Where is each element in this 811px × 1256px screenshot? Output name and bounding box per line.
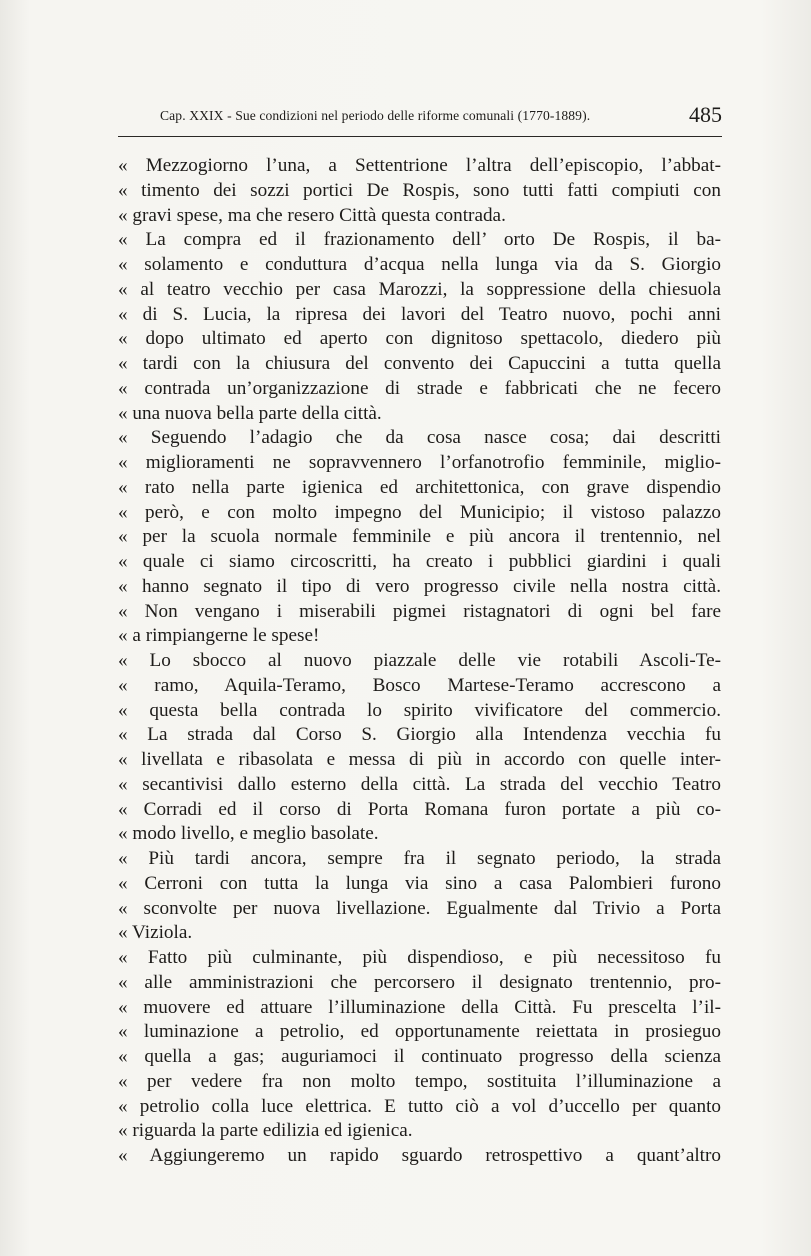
- text-line: « livellata e ribasolata e messa di più in accordo con quelle inter-: [118, 749, 721, 770]
- text-line: « solamento e conduttura d’acqua nella lunga via da S. Giorgio: [118, 254, 721, 275]
- text-line: « però, e con molto impegno del Municipio; il vistoso palazzo: [118, 501, 721, 523]
- text-line: « questa bella contrada lo spirito vivificatore del commercio.: [118, 699, 721, 721]
- text-line: « muovere ed attuare l’illuminazione della Città. Fu prescelta l’il-: [118, 996, 721, 1018]
- text-line: « per la scuola normale femminile e più ancora il trentennio, nel: [118, 526, 721, 548]
- text-line: « di S. Lucia, la ripresa dei lavori del Teatro nuovo, pochi anni: [118, 303, 721, 325]
- text-line: « La strada dal Corso S. Giorgio alla Intendenza vecchia fu: [118, 724, 721, 746]
- text-line: « contrada un’organizzazione di strade e fabbricati che ne fecero: [118, 377, 721, 399]
- text-line: « hanno segnato il tipo di vero progresso civile nella nostra città.: [118, 575, 721, 597]
- body-text: [118, 154, 721, 1169]
- text-line: « Non vengano i miserabili pigmei ristagnatori di ogni bel fare: [118, 600, 721, 622]
- page-number: 485: [689, 102, 722, 127]
- text-line: « sconvolte per nuova livellazione. Egualmente dal Trivio a Porta: [118, 897, 721, 919]
- text-line: « Seguendo l’adagio che da cosa nasce cosa; dai descritti: [118, 427, 721, 449]
- text-line: « dopo ultimato ed aperto con dignitoso spettacolo, diedero più: [118, 328, 721, 350]
- text-line: « La compra ed il frazionamento dell’ orto De Rospis, il ba-: [118, 229, 721, 251]
- text-line: « Corradi ed il corso di Porta Romana furon portate a più co-: [118, 798, 721, 820]
- text-line: « al teatro vecchio per casa Marozzi, la soppressione della chiesuola: [118, 278, 721, 300]
- text-line: « Lo sbocco al nuovo piazzale delle vie rotabili Ascoli-Te-: [118, 650, 721, 671]
- text-line: « a rimpiangerne le spese!: [118, 625, 320, 647]
- text-line: « riguarda la parte edilizia ed igienica.: [118, 1120, 413, 1142]
- text-line: « Cerroni con tutta la lunga via sino a casa Palombieri furono: [118, 872, 721, 894]
- text-line: « Mezzogiorno l’una, a Settentrione l’altra dell’episcopio, l’abbat-: [118, 155, 721, 176]
- text-line: « petrolio colla luce elettrica. E tutto ciò a vol d’uccello per quanto: [118, 1095, 721, 1117]
- text-line: « Più tardi ancora, sempre fra il segnato periodo, la strada: [118, 848, 721, 869]
- text-line: « secantivisi dallo esterno della città. La strada del vecchio Teatro: [118, 773, 721, 795]
- text-line: « per vedere fra non molto tempo, sostituita l’illuminazione a: [118, 1070, 721, 1092]
- text-line: « Fatto più culminante, più dispendioso, e più necessitoso fu: [118, 947, 721, 968]
- header-rule: [118, 136, 722, 137]
- text-line: « quale ci siamo circoscritti, ha creato i pubblici giardini i quali: [118, 551, 721, 572]
- text-line: « timento dei sozzi portici De Rospis, sono tutti fatti compiuti con: [118, 179, 721, 201]
- text-line: « tardi con la chiusura del convento dei Capuccini a tutta quella: [118, 353, 721, 374]
- text-line: « quella a gas; auguriamoci il continuato progresso della scienza: [118, 1046, 721, 1067]
- text-line: « rato nella parte igienica ed architettonica, con grave dispendio: [118, 476, 721, 498]
- text-line: « una nuova bella parte della città.: [118, 402, 382, 424]
- page-header: [118, 100, 722, 130]
- running-title: Cap. XXIX - Sue condizioni nel periodo delle riforme comunali (1770-1889).: [160, 108, 591, 123]
- text-line: « ramo, Aquila-Teramo, Bosco Martese-Teramo accrescono a: [118, 674, 721, 696]
- text-line: « gravi spese, ma che resero Città questa contrada.: [118, 204, 506, 226]
- text-line: « Aggiungeremo un rapido sguardo retrospettivo a quant’altro: [118, 1145, 721, 1166]
- text-line: « miglioramenti ne sopravvennero l’orfanotrofio femminile, miglio-: [118, 452, 721, 473]
- text-line: « alle amministrazioni che percorsero il designato trentennio, pro-: [118, 971, 721, 993]
- text-line: « luminazione a petrolio, ed opportunamente reiettata in prosieguo: [118, 1021, 721, 1043]
- text-line: « Viziola.: [118, 922, 193, 944]
- text-line: « modo livello, e meglio basolate.: [118, 823, 379, 845]
